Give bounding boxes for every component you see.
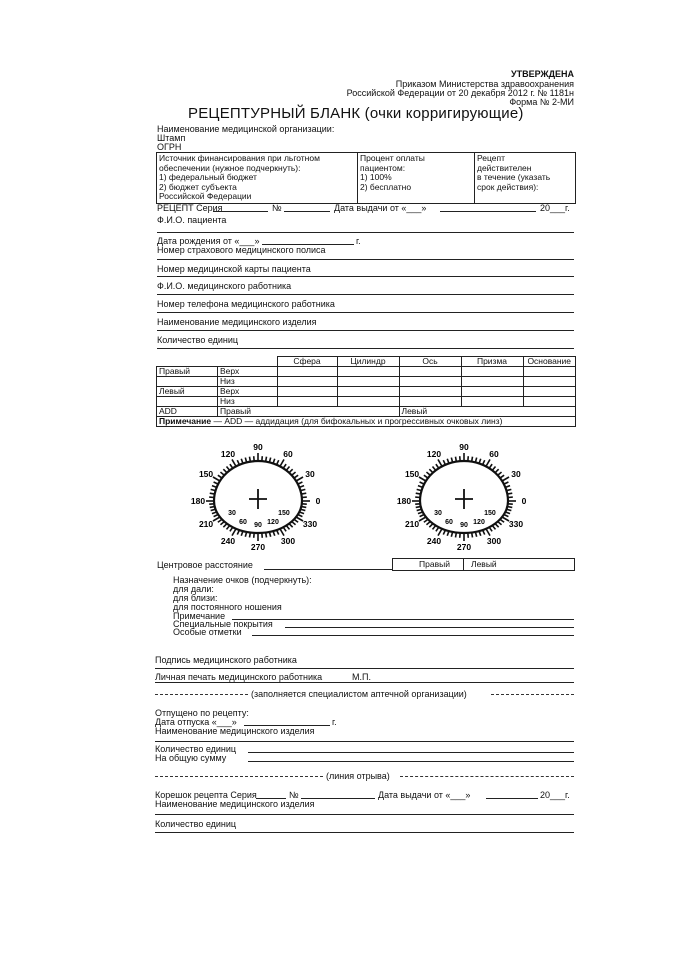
dial-tick bbox=[210, 507, 215, 508]
dial-tick bbox=[504, 482, 509, 484]
dial-tick bbox=[486, 529, 490, 536]
approval-date-line: Российской Федерации от 20 декабря 2012 г. № 1181н bbox=[346, 88, 574, 98]
stub-qty-field[interactable] bbox=[155, 832, 574, 833]
right-eye-label: Правый bbox=[157, 367, 218, 377]
dial-tick bbox=[283, 527, 286, 531]
dial-tick bbox=[429, 524, 433, 528]
dial-tick bbox=[500, 475, 504, 478]
dial-tick bbox=[266, 533, 267, 538]
table-cell[interactable] bbox=[337, 367, 399, 377]
table-row bbox=[157, 407, 576, 417]
quantity-label: Количество единиц bbox=[157, 335, 239, 345]
center-distance-label: Центровое расстояние bbox=[157, 560, 253, 570]
dial-label: 270 bbox=[456, 542, 472, 552]
dial-tick bbox=[433, 526, 436, 530]
center-distance-field[interactable] bbox=[264, 569, 392, 570]
dial-tick bbox=[426, 522, 430, 525]
dial-tick bbox=[289, 524, 293, 528]
table-cell[interactable] bbox=[337, 397, 399, 407]
approved-label: УТВЕРЖДЕНА bbox=[510, 69, 574, 79]
dial-tick bbox=[504, 515, 509, 517]
table-cell[interactable] bbox=[523, 397, 576, 407]
payment-percent-line: 2) бесплатно bbox=[360, 181, 412, 192]
mp-label: М.П. bbox=[352, 672, 371, 682]
dial-tick bbox=[486, 459, 490, 466]
dial-label: 0 bbox=[315, 496, 321, 506]
dial-inner-label: 90 bbox=[254, 522, 262, 529]
table-row bbox=[157, 387, 576, 397]
dial-tick bbox=[483, 460, 485, 465]
note-bold: Примечание bbox=[159, 416, 212, 426]
pharmacy-product-label: Наименование медицинского изделия bbox=[155, 726, 315, 736]
seal-field[interactable] bbox=[155, 682, 574, 683]
stub-series-label: Корешок рецепта Серия bbox=[155, 790, 257, 800]
worker-name-label: Ф.И.О. медицинского работника bbox=[157, 281, 292, 291]
quantity-field[interactable] bbox=[157, 348, 574, 349]
dial-tick bbox=[232, 529, 236, 536]
dial-tick bbox=[418, 512, 423, 514]
stub-qty-label: Количество единиц bbox=[155, 819, 237, 829]
add-label: ADD bbox=[157, 407, 218, 417]
recipe-date-label: Дата выдачи от «___» bbox=[334, 203, 427, 213]
table-cell[interactable] bbox=[461, 397, 523, 407]
recipe-number-field[interactable] bbox=[284, 211, 330, 212]
dial-tick bbox=[249, 533, 250, 538]
patient-name-label: Ф.И.О. пациента bbox=[157, 215, 227, 225]
dial-label: 30 bbox=[511, 469, 521, 479]
dial-tick bbox=[266, 457, 267, 462]
table-cell[interactable] bbox=[523, 367, 576, 377]
dial-inner-label: 30 bbox=[434, 510, 442, 517]
header-sphere: Сфера bbox=[277, 357, 337, 367]
table-cell[interactable] bbox=[399, 387, 461, 397]
dial-tick bbox=[294, 519, 298, 522]
header-base: Основание bbox=[523, 357, 576, 367]
dial-label: 120 bbox=[426, 449, 442, 460]
dial-label: 60 bbox=[489, 449, 499, 460]
left-eye-label: Левый bbox=[157, 387, 218, 397]
financing-source-line: обеспечении (нужное подчеркнуть): bbox=[159, 162, 301, 173]
dial-inner-label: 150 bbox=[278, 510, 290, 517]
financing-source-line: 1) федеральный бюджет bbox=[159, 172, 257, 182]
dial-tick bbox=[230, 527, 233, 531]
validity-line: действителен bbox=[477, 162, 532, 173]
table-row bbox=[157, 367, 576, 377]
worker-name-field[interactable] bbox=[157, 294, 574, 295]
dial-label: 120 bbox=[220, 449, 236, 460]
dial-tick bbox=[424, 475, 428, 478]
dial-tick bbox=[277, 460, 279, 465]
product-name-field[interactable] bbox=[157, 330, 574, 331]
dial-tick bbox=[424, 519, 428, 522]
coatings-label: Специальные покрытия bbox=[173, 619, 273, 629]
table-cell[interactable] bbox=[277, 367, 337, 377]
dial-tick bbox=[214, 515, 219, 517]
table-cell[interactable] bbox=[523, 387, 576, 397]
dial-inner-label: 90 bbox=[460, 522, 468, 529]
financing-table bbox=[156, 152, 576, 204]
card-number-field[interactable] bbox=[157, 276, 574, 277]
dial-tick bbox=[495, 469, 499, 473]
dial-tick bbox=[296, 477, 303, 481]
note-text: — ADD — аддидация (для бифокальных и прогрессивных очковых линз) bbox=[211, 416, 503, 426]
dial-tick bbox=[301, 507, 306, 508]
left-axis-dial bbox=[172, 444, 342, 558]
dial-label: 180 bbox=[190, 496, 206, 506]
dial-tick bbox=[443, 460, 445, 465]
pharmacy-sum-label: На общую сумму bbox=[155, 753, 227, 763]
card-number-label: Номер медицинской карты пациента bbox=[157, 264, 311, 274]
table-cell[interactable] bbox=[277, 377, 337, 387]
right-axis-dial bbox=[378, 444, 548, 558]
dial-tick bbox=[433, 467, 436, 471]
worker-phone-label: Номер телефона медицинского работника bbox=[157, 299, 335, 309]
form-number: Форма № 2-МИ bbox=[509, 97, 574, 107]
payment-percent-cell bbox=[358, 153, 475, 204]
dial-tick bbox=[420, 515, 425, 517]
dial-tick bbox=[299, 512, 304, 514]
dial-label: 330 bbox=[508, 519, 524, 529]
dial-tick bbox=[507, 493, 512, 494]
dial-tick bbox=[286, 467, 289, 471]
purpose-note-field[interactable] bbox=[232, 619, 574, 620]
payment-percent-line: Процент оплаты bbox=[360, 153, 425, 163]
table-cell[interactable] bbox=[399, 377, 461, 387]
dial-label: 150 bbox=[404, 469, 420, 479]
dial-tick bbox=[438, 459, 442, 466]
table-cell[interactable] bbox=[337, 377, 399, 387]
dial-tick bbox=[472, 533, 473, 538]
dial-tick bbox=[436, 527, 439, 531]
dial-tick bbox=[292, 522, 296, 525]
header-prism: Призма bbox=[461, 357, 523, 367]
dial-tick bbox=[416, 507, 421, 508]
lens-table bbox=[156, 356, 576, 427]
dial-tick bbox=[227, 526, 230, 530]
dial-tick bbox=[286, 526, 289, 530]
org-name-label: Наименование медицинской организации: bbox=[157, 124, 335, 134]
table-row bbox=[157, 417, 576, 427]
dial-inner-label: 60 bbox=[239, 518, 247, 526]
dial-tick bbox=[220, 522, 224, 525]
dial-inner-label: 150 bbox=[484, 510, 496, 517]
top-label: Верх bbox=[218, 367, 278, 377]
top-label: Верх bbox=[218, 387, 278, 397]
validity-line: Рецепт bbox=[477, 153, 506, 163]
recipe-year-label: 20___г. bbox=[540, 203, 570, 213]
table-cell[interactable] bbox=[461, 377, 523, 387]
dial-tick bbox=[419, 517, 426, 521]
financing-source-line: 2) бюджет субъекта bbox=[159, 181, 237, 192]
dial-tick bbox=[301, 493, 306, 494]
pharmacy-qty-field[interactable] bbox=[248, 752, 574, 753]
stub-product-field[interactable] bbox=[155, 814, 574, 815]
special-marks-field[interactable] bbox=[252, 635, 574, 636]
stamp-label: Штамп bbox=[157, 133, 186, 143]
table-row bbox=[157, 397, 576, 407]
center-right-label: Правый bbox=[419, 559, 450, 569]
dial-tick bbox=[298, 515, 303, 517]
cut-line-label: (линия отрыва) bbox=[326, 771, 390, 781]
ogrn-label: ОГРН bbox=[157, 142, 182, 152]
dial-tick bbox=[249, 457, 250, 462]
dial-label: 90 bbox=[253, 444, 263, 452]
bottom-label: Низ bbox=[218, 377, 278, 387]
worker-phone-field[interactable] bbox=[157, 312, 574, 313]
dispense-date-label: Дата отпуска «___» bbox=[155, 717, 237, 727]
approval-order-line: Приказом Министерства здравоохранения bbox=[395, 79, 574, 89]
dial-label: 300 bbox=[280, 535, 296, 546]
purpose-title: Назначение очков (подчеркнуть): bbox=[173, 575, 312, 585]
dial-inner-label: 120 bbox=[267, 518, 279, 526]
dial-tick bbox=[483, 530, 485, 535]
signature-field[interactable] bbox=[155, 668, 574, 669]
dial-tick bbox=[298, 482, 303, 484]
dial-tick bbox=[218, 519, 222, 522]
dial-tick bbox=[438, 529, 442, 536]
dial-tick bbox=[213, 517, 220, 521]
table-cell[interactable] bbox=[399, 397, 461, 407]
policy-label: Номер страхового медицинского полиса bbox=[157, 245, 326, 255]
dial-tick bbox=[416, 493, 421, 494]
purpose-note-label: Примечание bbox=[173, 611, 226, 621]
table-cell[interactable] bbox=[523, 377, 576, 387]
dial-label: 240 bbox=[220, 535, 236, 546]
dial-label: 0 bbox=[521, 496, 527, 506]
patient-name-field[interactable] bbox=[157, 232, 574, 233]
dial-tick bbox=[214, 482, 219, 484]
purpose-far[interactable]: для дали: bbox=[173, 584, 214, 594]
dial-tick bbox=[289, 469, 293, 473]
dispense-year-label: г. bbox=[332, 717, 337, 727]
dial-label: 180 bbox=[396, 496, 412, 506]
financing-source-line: Российской Федерации bbox=[159, 191, 252, 201]
dial-tick bbox=[500, 519, 504, 522]
dial-tick bbox=[472, 457, 473, 462]
dial-label: 210 bbox=[198, 519, 214, 529]
dial-tick bbox=[223, 524, 227, 528]
dial-tick bbox=[283, 464, 286, 468]
table-cell[interactable] bbox=[277, 387, 337, 397]
product-name-label: Наименование медицинского изделия bbox=[157, 317, 317, 327]
validity-line: срок действия): bbox=[477, 181, 539, 192]
add-left-label: Левый bbox=[399, 407, 576, 417]
dial-tick bbox=[429, 469, 433, 473]
dial-tick bbox=[489, 464, 492, 468]
coatings-field[interactable] bbox=[285, 627, 574, 628]
special-marks-label: Особые отметки bbox=[173, 627, 242, 637]
center-left-label: Левый bbox=[471, 559, 497, 569]
table-cell[interactable] bbox=[461, 367, 523, 377]
dial-tick bbox=[210, 493, 215, 494]
dial-tick bbox=[232, 459, 236, 466]
recipe-date-field[interactable] bbox=[440, 211, 536, 212]
table-cell[interactable] bbox=[461, 387, 523, 397]
dial-tick bbox=[237, 460, 239, 465]
dial-tick bbox=[227, 467, 230, 471]
validity-line: в течение (указать bbox=[477, 172, 551, 182]
add-right-label: Правый bbox=[218, 407, 400, 417]
pharmacy-sum-field[interactable] bbox=[248, 761, 574, 762]
dial-tick bbox=[426, 472, 430, 475]
dial-tick bbox=[489, 527, 492, 531]
dial-tick bbox=[280, 459, 284, 466]
payment-percent-line: 1) 100% bbox=[360, 172, 392, 182]
dial-label: 90 bbox=[459, 444, 469, 452]
table-cell[interactable] bbox=[399, 367, 461, 377]
recipe-series-label: РЕЦЕПТ Серия bbox=[157, 203, 223, 213]
dial-tick bbox=[492, 467, 495, 471]
dial-tick bbox=[419, 477, 426, 481]
table-cell[interactable] bbox=[277, 397, 337, 407]
dial-label: 270 bbox=[250, 542, 266, 552]
dial-tick bbox=[495, 524, 499, 528]
note-cell bbox=[157, 417, 576, 427]
dial-inner-label: 60 bbox=[445, 518, 453, 526]
pharmacy-divider-label: (заполняется специалистом аптечной организации) bbox=[251, 689, 467, 699]
stub-number-label: № bbox=[289, 790, 299, 800]
page-title: РЕЦЕПТУРНЫЙ БЛАНК (очки корригирующие) bbox=[188, 105, 524, 122]
dial-tick bbox=[213, 477, 220, 481]
table-row bbox=[157, 377, 576, 387]
dial-tick bbox=[436, 464, 439, 468]
stub-product-label: Наименование медицинского изделия bbox=[155, 799, 315, 809]
dial-tick bbox=[294, 475, 298, 478]
dial-label: 240 bbox=[426, 535, 442, 546]
financing-source-cell bbox=[157, 153, 358, 204]
dial-tick bbox=[443, 530, 445, 535]
dial-tick bbox=[220, 472, 224, 475]
dial-label: 30 bbox=[305, 469, 315, 479]
table-cell[interactable] bbox=[337, 387, 399, 397]
payment-percent-line: пациентом: bbox=[360, 162, 406, 173]
dial-label: 330 bbox=[302, 519, 318, 529]
dial-tick bbox=[505, 512, 510, 514]
purpose-near[interactable]: для близи: bbox=[173, 593, 218, 603]
purpose-constant[interactable]: для постоянного ношения bbox=[173, 602, 282, 612]
bottom-label: Низ bbox=[218, 397, 278, 407]
dial-label: 150 bbox=[198, 469, 214, 479]
dial-tick bbox=[502, 477, 509, 481]
dial-tick bbox=[277, 530, 279, 535]
dial-tick bbox=[230, 464, 233, 468]
dial-tick bbox=[498, 472, 502, 475]
dial-label: 210 bbox=[404, 519, 420, 529]
recipe-number-label: № bbox=[272, 203, 282, 213]
dispensed-label: Отпущено по рецепту: bbox=[155, 708, 249, 718]
stub-year-label: 20___г. bbox=[540, 790, 570, 800]
dial-tick bbox=[223, 469, 227, 473]
dial-tick bbox=[212, 512, 217, 514]
dial-tick bbox=[455, 533, 456, 538]
birth-date-label: Дата рождения от «___» bbox=[157, 236, 260, 246]
dial-tick bbox=[498, 522, 502, 525]
dial-inner-label: 120 bbox=[473, 518, 485, 526]
dial-tick bbox=[237, 530, 239, 535]
center-distance-box bbox=[392, 558, 575, 571]
birth-year-label: г. bbox=[356, 236, 361, 246]
seal-label: Личная печать медицинского работника bbox=[155, 672, 323, 682]
pharmacy-product-field[interactable] bbox=[155, 741, 574, 742]
validity-cell bbox=[475, 153, 576, 204]
stub-date-label: Дата выдачи от «___» bbox=[378, 790, 471, 800]
dial-inner-label: 30 bbox=[228, 510, 236, 517]
recipe-series-field[interactable] bbox=[213, 211, 268, 212]
dial-tick bbox=[280, 529, 284, 536]
header-axis: Ось bbox=[399, 357, 461, 367]
pharmacy-qty-label: Количество единиц bbox=[155, 744, 237, 754]
dial-label: 60 bbox=[283, 449, 293, 460]
signature-label: Подпись медицинского работника bbox=[155, 655, 297, 665]
dial-tick bbox=[507, 507, 512, 508]
dial-label: 300 bbox=[486, 535, 502, 546]
dial-tick bbox=[455, 457, 456, 462]
dial-tick bbox=[420, 482, 425, 484]
stub-date-field[interactable] bbox=[486, 798, 538, 799]
dial-tick bbox=[492, 526, 495, 530]
header-cylinder: Цилиндр bbox=[337, 357, 399, 367]
dial-tick bbox=[292, 472, 296, 475]
financing-source-line: Источник финансирования при льготном bbox=[159, 153, 320, 163]
policy-field[interactable] bbox=[157, 259, 574, 260]
dial-tick bbox=[218, 475, 222, 478]
